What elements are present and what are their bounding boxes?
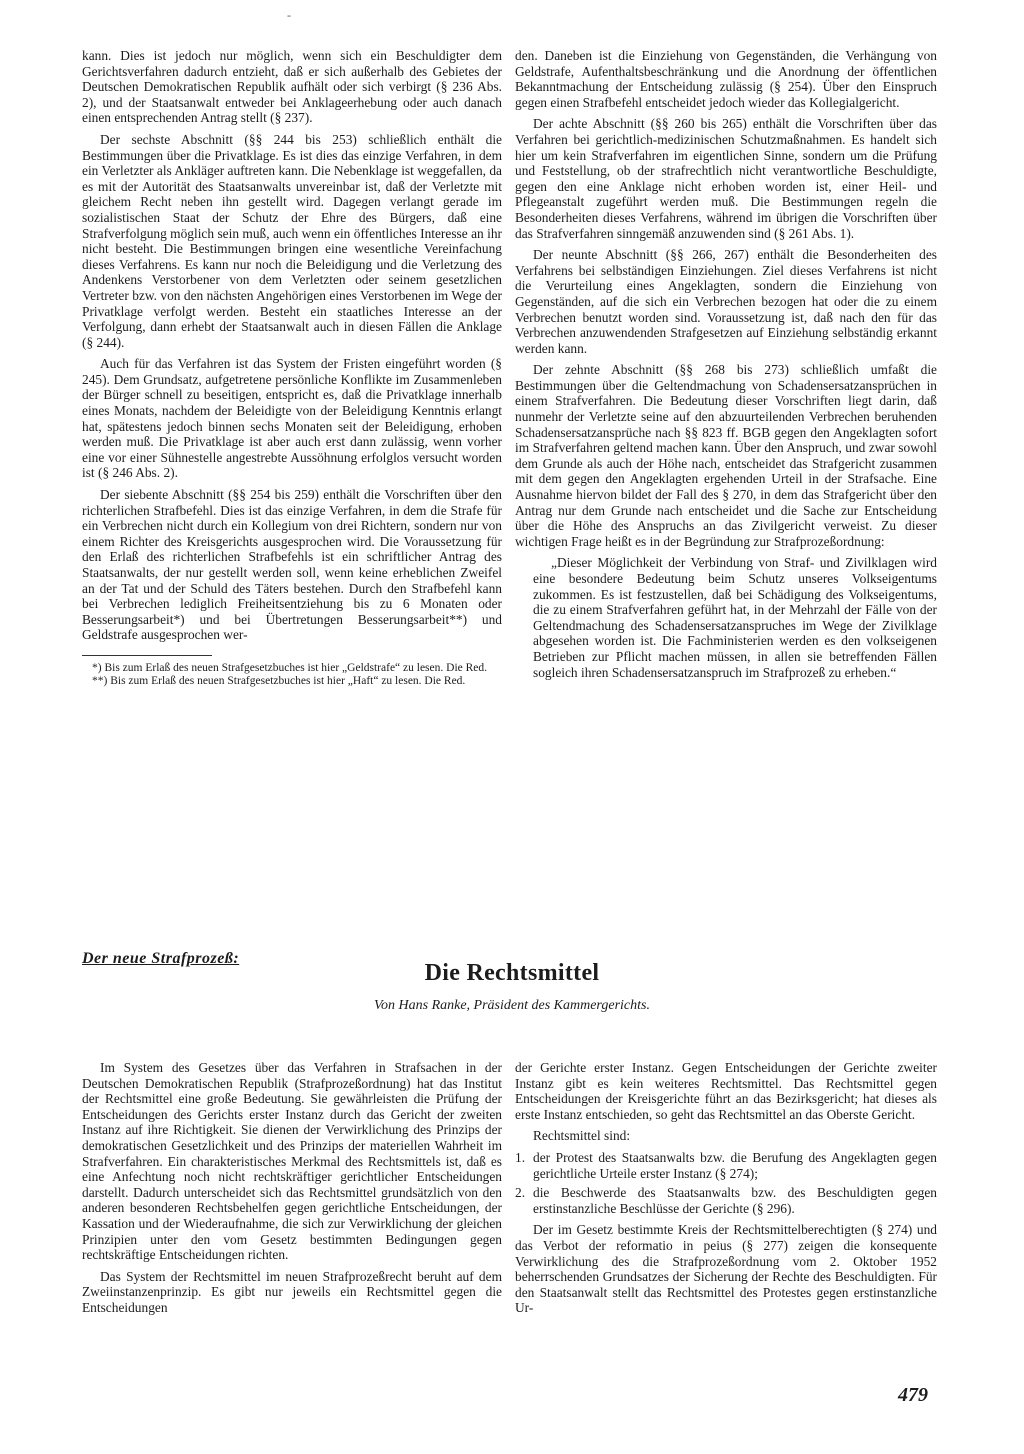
list-item [515, 1185, 937, 1216]
remedies-list [515, 1150, 937, 1216]
section-kicker: Der neue Strafprozeß: [82, 950, 240, 967]
paragraph: kann. Dies ist jedoch nur möglich, wenn sich ein Beschuldigter dem Gerichtsverfahren dadurch entzieht, daß er sich außerhalb des Gebietes der Deutschen Demokratischen Republik aufhält oder sich verbirgt (§ 236 Abs. 2), und der Staatsanwalt entweder bei Anklageerhebung oder auch danach einen entsprechenden Antrag stellt (§ 237). [82, 48, 502, 126]
paragraph: Der siebente Abschnitt (§§ 254 bis 259) enthält die Vorschriften über den richterlichen Strafbefehl. Dies ist das einzige Verfahren, in dem die Strafe für ein Verbrechen nicht durch ein Kollegium von drei Richtern, sondern nur von einem Richter des Kreisgerichts ausgesprochen wird. Die Voraussetzung für den Erlaß des richterlichen Strafbefehls ist ein schriftlicher Antrag des Staatsanwalts, der nur gestellt werden soll, wenn keine erheblichen Zweifel an der Tat und der Schuld des Täters bestehen. Durch den Strafbefehl kann bei Verbrechen lediglich Freiheitsentziehung bis zu 6 Monaten oder Besserungsarbeit*) und bei Übertretungen Besserungsarbeit**) und Geldstrafe ausgesprochen wer- [82, 487, 502, 643]
paragraph: Im System des Gesetzes über das Verfahren in Strafsachen in der Deutschen Demokratischen Republik (Strafprozeßordnung) hat das Institut der Rechtsmittel eine große Bedeutung. Sie gewährleisten die Prüfung der Entscheidungen des Gerichts erster Instanz durch das Gericht der zweiten Instanz auf ihre Richtigkeit. Sie dienen der Verwirklichung des Prinzips der demokratischen Gesetzlichkeit und des Prinzips der materiellen Wahrheit im Strafverfahren. Ein charakteristisches Merkmal des Rechtsmittels ist, daß es eine Anfechtung noch nicht rechtskräftiger gerichtlicher Entscheidungen darstellt. Dadurch unterscheidet sich das Rechtsmittel grundsätzlich von den anderen besonderen Rechtsbehelfen gegen gerichtliche Entscheidungen, der Kassation und der Wiederaufnahme, die sich zur Verwirklichung der gleichen Prinzipien unter den vom Gesetz bestimmten Bedingungen gegen rechtskräftige Entscheidungen richten. [82, 1060, 502, 1263]
page-number: 479 [898, 1384, 928, 1406]
list-text: der Protest des Staatsanwalts bzw. die Berufung des Angeklagten gegen gerichtliche Urteile erster Instanz (§ 274); [533, 1149, 937, 1181]
article-right-column [515, 1060, 937, 1322]
paragraph: Der sechste Abschnitt (§§ 244 bis 253) schließlich enthält die Bestimmungen über die Privatklage. Es ist dies das einzige Verfahren, in dem ein Verletzter als Ankläger auftreten kann. Die Nebenklage ist weggefallen, da es mit der Autorität des Staatsanwalts unvereinbar ist, daß der Verletzte mit gleichem Recht neben ihn gestellt wird. Dagegen verlangt gerade im sozialistischen Staat der Schutz der Ehre des Bürgers, daß eine Strafverfolgung möglich sein muß, auch wenn ein öffentliches Interesse an ihr nicht besteht. Die Bestimmungen bringen eine wesentliche Vereinfachung dieses Verfahrens. Es kann nur noch die Beleidigung und die Verletzung des Andenkens Verstorbener von dem Verletzten oder seinem gesetzlichen Vertreter bzw. von den nächsten Angehörigen eines Verstorbenen im Wege der Privatklage verfolgt werden. Besteht ein staatliches Interesse an der Verfolgung, dann erhebt der Staatsanwalt auch in diesen Fällen die Anklage (§ 244). [82, 131, 502, 350]
paragraph: Der achte Abschnitt (§§ 260 bis 265) enthält die Vorschriften über das Verfahren bei gerichtlich-medizinischen Schutzmaßnahmen. Es handelt sich hier um kein Strafverfahren im eigentlichen Sinne, sondern um die Prüfung und Feststellung, ob der strafrechtlich nicht verantwortliche Beschuldigte, gegen den eine Anklage nicht erhoben worden ist, einer Heil- und Pflegeanstalt zugeführt werden muß. Die Bestimmungen regeln die Besonderheiten dieses Verfahrens, während im übrigen die Vorschriften über das Strafverfahren sinngemäß anzuwenden sind (§ 261 Abs. 1). [515, 116, 937, 241]
article-byline: Von Hans Ranke, Präsident des Kammergerichts. [374, 998, 650, 1013]
paragraph: der Gerichte erster Instanz. Gegen Entscheidungen der Gerichte zweiter Instanz gibt es kein weiteres Rechtsmittel. Das Rechtsmittel gegen Entscheidungen der Kreisgerichte führt an das Bezirksgericht; hat dieses als erste Instanz entschieden, so geht das Rechtsmittel an das Oberste Gericht. [515, 1060, 937, 1122]
upper-right-column [515, 48, 937, 680]
upper-left-column [82, 48, 502, 689]
footnote: *) Bis zum Erlaß des neuen Strafgesetzbuches ist hier „Geldstrafe“ zu lesen. Die Red. [92, 661, 488, 674]
article-title: Die Rechtsmittel [424, 960, 600, 986]
list-number: 2. [515, 1185, 526, 1201]
paragraph: Das System der Rechtsmittel im neuen Strafprozeßrecht beruht auf dem Zweiinstanzenprinzip. Es gibt nur jeweils ein Rechtsmittel gegen die Entscheidungen [82, 1268, 502, 1315]
footnote: **) Bis zum Erlaß des neuen Strafgesetzbuches ist hier „Haft“ zu lesen. Die Red. [92, 675, 466, 688]
paragraph: Der im Gesetz bestimmte Kreis der Rechtsmittelberechtigten (§ 274) und das Verbot der reformatio in peius (§ 277) zeigen die konsequente Verwirklichung des die Strafprozeßordnung vom 2. Oktober 1952 beherrschenden Grundsatzes der Sicherung der Rechte des Beschuldigten. Für den Staatsanwalt stellt das Rechtsmittel des Protestes gegen erstinstanzliche Ur- [515, 1222, 937, 1316]
list-text: die Beschwerde des Staatsanwalts bzw. des Beschuldigten gegen erstinstanzliche Beschlüsse der Gerichte (§ 296). [533, 1185, 937, 1216]
paragraph: Auch für das Verfahren ist das System der Fristen eingeführt worden (§ 245). Dem Grundsatz, aufgetretene persönliche Konflikte im Zusammenleben der Bürger schnell zu beseitigen, entspricht es, daß die Privatklage innerhalb eines Monats, nachdem der Beleidigte von der Beleidigung Kenntnis erlangt hat, spätestens jedoch binnen sechs Monaten seit der Beleidigung, erhoben werden muß. Die Privatklage ist aber auch erst dann zulässig, wenn vorher eine vor einer Sühnestelle angestrebte Aussöhnung erfolglos versucht worden ist (§ 246 Abs. 2). [82, 356, 502, 481]
paragraph: Der neunte Abschnitt (§§ 266, 267) enthält die Besonderheiten des Verfahrens bei selbständigen Einziehungen. Ziel dieses Verfahrens ist nicht die Verurteilung eines Angeklagten, sondern die Einziehung von Gegenständen, auf die sich ein Verbrechen bezogen hat oder die zu einem Verbrechen benutzt worden sind. Voraussetzung ist, daß nach den für das Verbrechen anzuwendenden Strafgesetzen auf Einziehung selbständig erkannt werden kann. [515, 247, 937, 356]
list-heading: Rechtsmittel sind: [533, 1128, 631, 1144]
footnote-divider [82, 655, 212, 656]
footnotes [82, 655, 502, 689]
list-number: 1. [515, 1149, 526, 1165]
paragraph: den. Daneben ist die Einziehung von Gegenständen, die Verhängung von Geldstrafe, Aufenthaltsbeschränkung und die Anordnung der öffentlichen Bekanntmachung der Entscheidung zulässig (§ 254). Über den Einspruch gegen einen Strafbefehl entscheidet jedoch wieder das Kollegialgericht. [515, 48, 937, 110]
paragraph: Der zehnte Abschnitt (§§ 268 bis 273) schließlich umfaßt die Bestimmungen über die Geltendmachung von Schadensersatzansprüchen in einem Strafverfahren. Die Bedeutung dieser Vorschriften liegt darin, daß nunmehr der Verletzte seine auf den abzuurteilenden Verbrechen beruhenden Schadensersatzansprüche nach §§ 823 ff. BGB gegen den Angeklagten sofort im Strafverfahren geltend machen kann. Über den Anspruch, und zwar sowohl dem Grunde als auch der Höhe nach, entscheidet das Strafgericht zusammen mit dem gegen den Angeklagten ergehenden Urteil in der Strafsache. Eine Ausnahme hiervon bildet der Fall des § 270, in dem das Strafgericht über den Antrag nur dem Grunde nach entscheidet und die Sache zur Entscheidung über die Höhe des Anspruchs an das Zivilgericht verweist. Zu dieser wichtigen Frage heißt es in der Begründung zur Strafprozeßordnung: [515, 362, 937, 549]
article-left-column [82, 1060, 502, 1322]
top-mark: - [287, 8, 291, 22]
block-quote: „Dieser Möglichkeit der Verbindung von Straf- und Zivilklagen wird eine besondere Bedeutung beim Schutz unseres Volkseigentums zukommen. Es ist festzustellen, daß bei Schädigung des Volkseigentums, die zu einem Strafverfahren geführt hat, in der Mehrzahl der Fälle von der Geltendmachung des Schadensersatzanspruches im Wege der Zivilklage abgesehen worden ist. Die Fachministerien werden es den volkseigenen Betrieben zur Pflicht machen müssen, in allen sie betreffenden Fällen sogleich ihren Schadensersatzanspruch im Strafprozeß zu erheben.“ [533, 555, 937, 680]
list-item [515, 1150, 937, 1181]
